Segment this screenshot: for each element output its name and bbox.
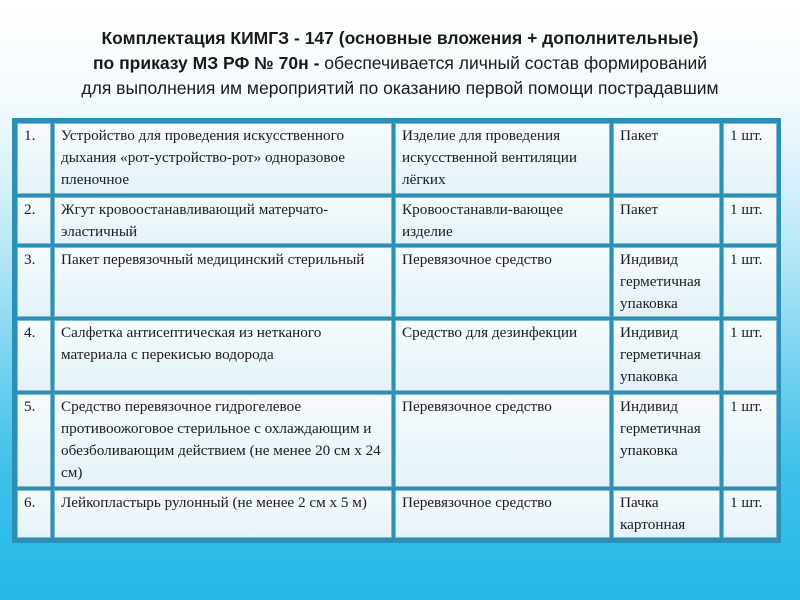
cell-item-type: Изделие для проведения искусственной вентиляции лёгких [395, 123, 610, 194]
cell-item-name: Средство перевязочное гидрогелевое противоожоговое стерильное с охлаждающим и обезболивающим действием (не менее 20 см х 24 см) [54, 394, 392, 487]
cell-packaging: Индивид герметичная упаковка [613, 394, 720, 487]
cell-item-name: Салфетка антисептическая из нетканого материала с перекисью водорода [54, 320, 392, 391]
cell-quantity: 1 шт. [723, 247, 777, 318]
cell-number: 6. [17, 490, 51, 538]
table-row [17, 247, 777, 318]
table-row [17, 320, 777, 391]
heading-line-2-text: обеспечивается личный состав формирований [324, 53, 708, 73]
cell-number: 2. [17, 197, 51, 244]
slide-heading [0, 26, 800, 101]
cell-item-name: Устройство для проведения искусственного дыхания «рот-устройство-рот» одноразовое пленочное [54, 123, 392, 194]
cell-item-type: Перевязочное средство [395, 247, 610, 318]
cell-packaging: Пакет [613, 197, 720, 244]
heading-line-3: для выполнения им мероприятий по оказанию первой помощи пострадавшим [81, 78, 719, 98]
table-row [17, 490, 777, 538]
cell-quantity: 1 шт. [723, 320, 777, 391]
heading-line-1 [0, 26, 800, 51]
table-row [17, 123, 777, 194]
cell-item-type: Перевязочное средство [395, 394, 610, 487]
cell-item-type: Кровоостанавли-вающее изделие [395, 197, 610, 244]
cell-item-type: Перевязочное средство [395, 490, 610, 538]
kit-table [14, 120, 780, 541]
cell-number: 5. [17, 394, 51, 487]
cell-number: 3. [17, 247, 51, 318]
cell-packaging: Пакет [613, 123, 720, 194]
cell-quantity: 1 шт. [723, 197, 777, 244]
cell-item-type: Средство для дезинфекции [395, 320, 610, 391]
cell-item-name: Лейкопластырь рулонный (не менее 2 см х 5 м) [54, 490, 392, 538]
cell-packaging: Индивид герметичная упаковка [613, 320, 720, 391]
heading-line-2 [0, 51, 800, 76]
heading-line-1-text: Комплектация КИМГЗ - 147 (основные вложения + дополнительные) [101, 28, 699, 48]
cell-packaging: Пачка картонная [613, 490, 720, 538]
cell-number: 1. [17, 123, 51, 194]
cell-packaging: Индивид герметичная упаковка [613, 247, 720, 318]
cell-item-name: Жгут кровоостанавливающий матерчато-эластичный [54, 197, 392, 244]
cell-number: 4. [17, 320, 51, 391]
table-row [17, 394, 777, 487]
cell-quantity: 1 шт. [723, 394, 777, 487]
cell-quantity: 1 шт. [723, 490, 777, 538]
cell-item-name: Пакет перевязочный медицинский стерильный [54, 247, 392, 318]
heading-line-2-bold: по приказу МЗ РФ № 70н - [92, 53, 320, 73]
cell-quantity: 1 шт. [723, 123, 777, 194]
kit-table-frame [12, 118, 781, 543]
table-row [17, 197, 777, 244]
